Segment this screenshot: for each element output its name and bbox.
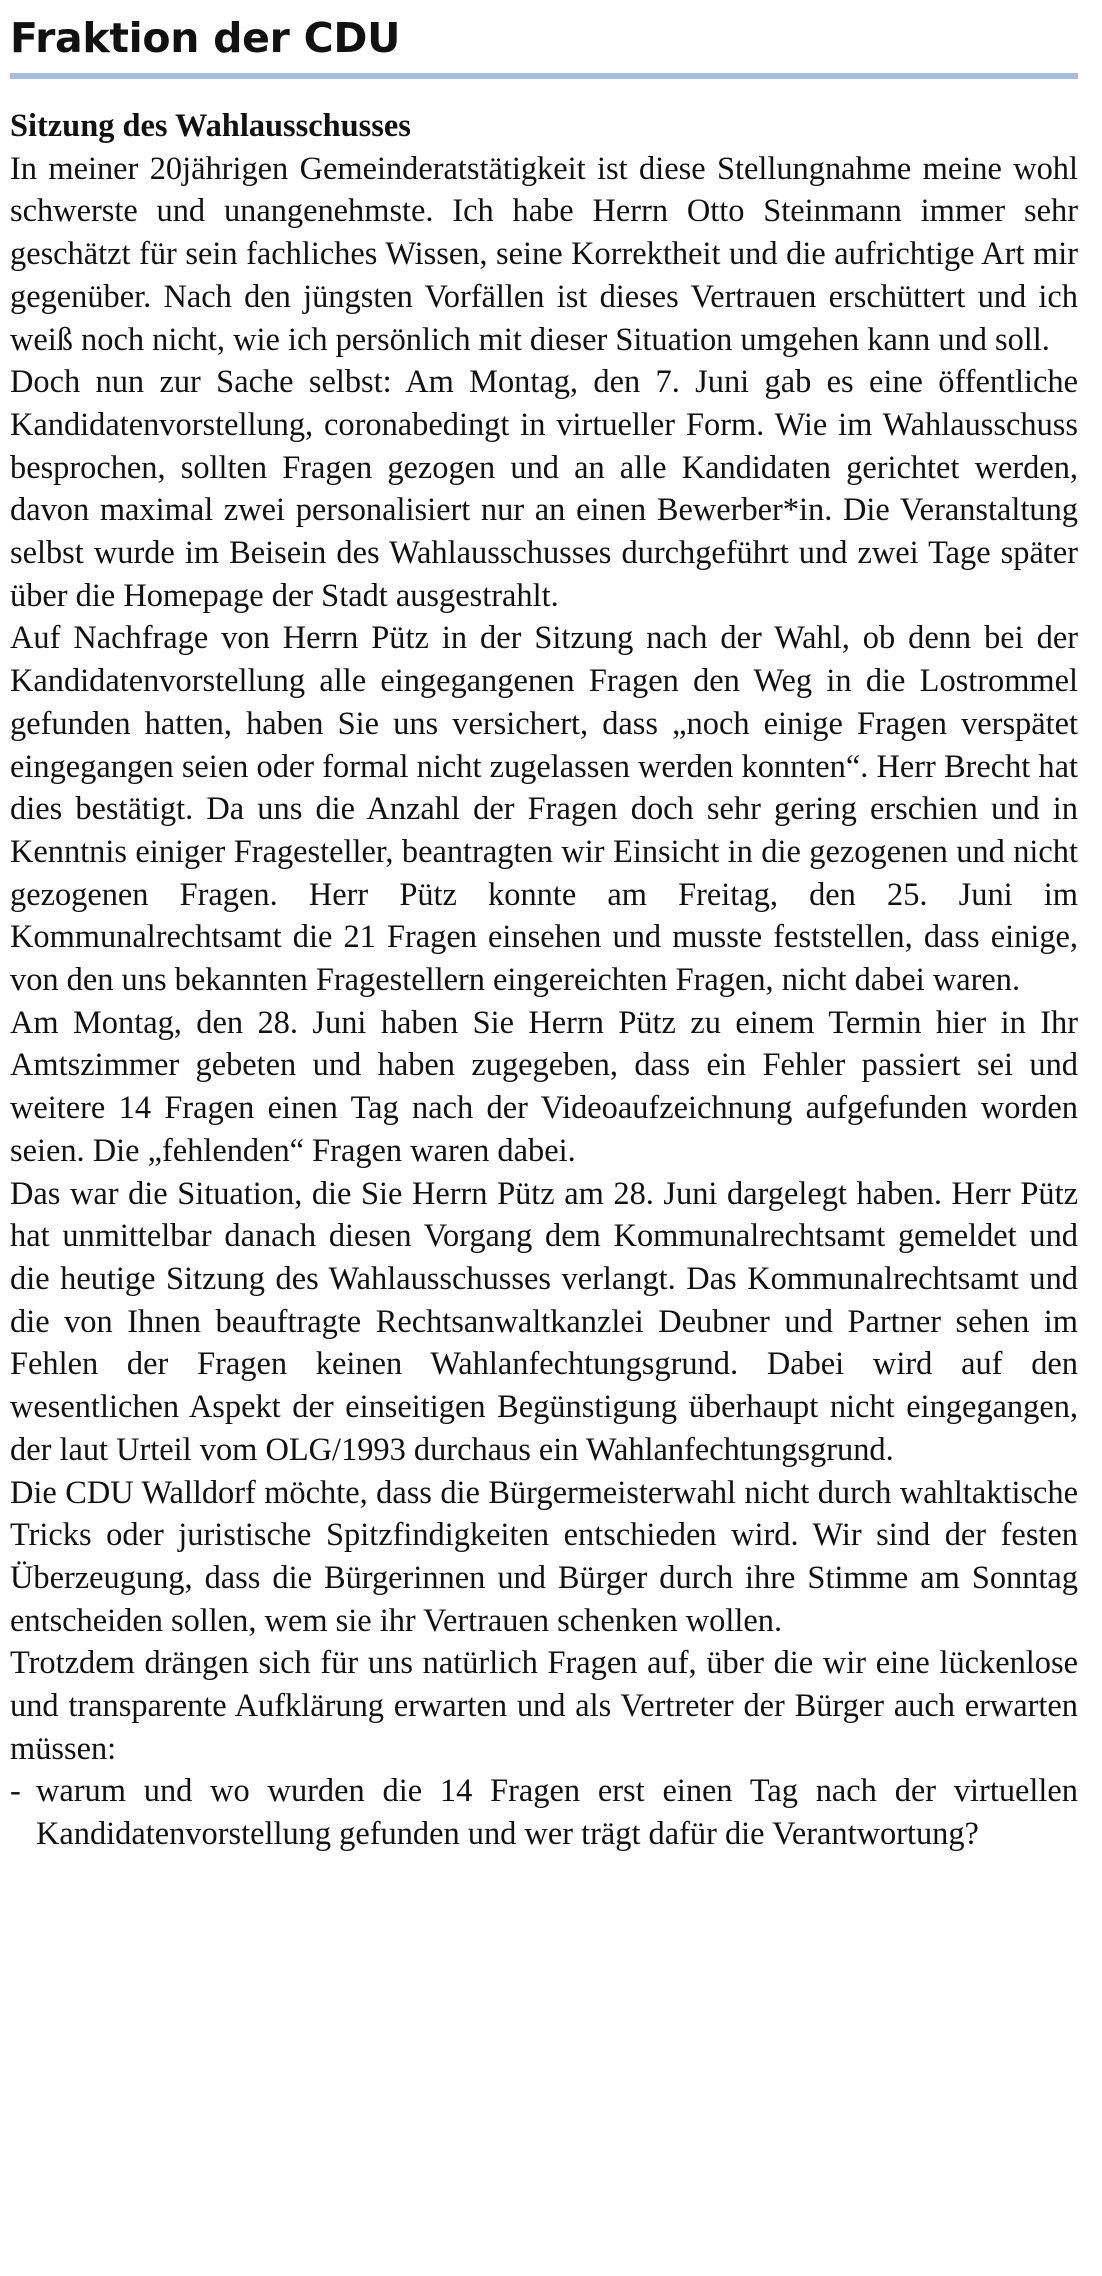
article-title: Sitzung des Wahlausschusses — [10, 108, 411, 144]
list-item-text: warum und wo wurden die 14 Fragen erst einen Tag nach der virtuellen Kandidatenvorstellung gefunden und wer trägt dafür die Verantwortung? — [36, 1773, 1078, 1853]
question-list — [10, 1770, 1078, 1855]
document-page — [10, 0, 1078, 1856]
paragraph: Die CDU Walldorf möchte, dass die Bürgermeisterwahl nicht durch wahltaktische Tricks oder juristische Spitzfindigkeiten entschieden wird. Wir sind der festen Überzeugung, dass die Bürgerinnen und Bürger durch ihre Stimme am Sonntag entscheiden sollen, wem sie ihr Vertrauen schenken wollen. — [10, 1474, 1078, 1639]
list-dash-marker: - — [10, 1773, 21, 1810]
paragraph: Trotzdem drängen sich für uns natürlich Fragen auf, über die wir eine lückenlose und transparente Aufklärung erwarten und als Vertreter der Bürger auch erwarten müssen: — [10, 1645, 1078, 1767]
paragraph: Auf Nachfrage von Herrn Pütz in der Sitzung nach der Wahl, ob denn bei der Kandidatenvorstellung alle eingegangenen Fragen den Weg in die Lostrommel gefunden hatten, haben Sie uns versichert, dass „noch einige Fragen verspätet eingegangen seien oder formal nicht zugelassen werden konnten“. Herr Brecht hat dies bestätigt. Da uns die Anzahl der Fragen doch sehr gering erschien und in Kenntnis einiger Fragesteller, beantragten wir Einsicht in die gezogenen und nicht gezogenen Fragen. Herr Pütz konnte am Freitag, den 25. Juni im Kommunalrechtsamt die 21 Fragen einsehen und musste feststellen, dass einige, von den uns bekannten Fragestellern eingereichten Fragen, nicht dabei waren. — [10, 620, 1078, 999]
header-divider — [10, 73, 1078, 79]
paragraph: In meiner 20jährigen Gemeinderatstätigkeit ist diese Stellungnahme meine wohl schwerste und unangenehmste. Ich habe Herrn Otto Steinmann immer sehr geschätzt für sein fachliches Wissen, seine Korrektheit und die aufrichtige Art mir gegenüber. Nach den jüngsten Vorfällen ist dieses Vertrauen erschüttert und ich weiß noch nicht, wie ich persönlich mit dieser Situation umgehen kann und soll. — [10, 150, 1078, 358]
paragraph: Am Montag, den 28. Juni haben Sie Herrn Pütz zu einem Termin hier in Ihr Amtszimmer gebeten und haben zugegeben, dass ein Fehler passiert sei und weitere 14 Fragen einen Tag nach der Videoaufzeichnung aufgefunden worden seien. Die „fehlenden“ Fragen waren dabei. — [10, 1004, 1078, 1169]
list-item — [10, 1770, 1078, 1855]
paragraph: Doch nun zur Sache selbst: Am Montag, den 7. Juni gab es eine öffentliche Kandidatenvorstellung, coronabedingt in virtueller Form. Wie im Wahlausschuss besprochen, sollten Fragen gezogen und an alle Kandidaten gerichtet werden, davon maximal zwei personalisiert nur an einen Bewerber*in. Die Veranstaltung selbst wurde im Beisein des Wahlausschusses durchgeführt und zwei Tage später über die Homepage der Stadt ausgestrahlt. — [10, 364, 1078, 614]
article-body — [10, 105, 1078, 1856]
section-header-title: Fraktion der CDU — [10, 14, 401, 62]
paragraph: Das war die Situation, die Sie Herrn Pütz am 28. Juni dargelegt haben. Herr Pütz hat unmittelbar danach diesen Vorgang dem Kommunalrechtsamt gemeldet und die heutige Sitzung des Wahlausschusses verlangt. Das Kommunalrechtsamt und die von Ihnen beauftragte Rechtsanwaltkanzlei Deubner und Partner sehen im Fehlen der Fragen keinen Wahlanfechtungsgrund. Dabei wird auf den wesentlichen Aspekt der einseitigen Begünstigung überhaupt nicht eingegangen, der laut Urteil vom OLG/1993 durchaus ein Wahlanfechtungsgrund. — [10, 1175, 1078, 1468]
